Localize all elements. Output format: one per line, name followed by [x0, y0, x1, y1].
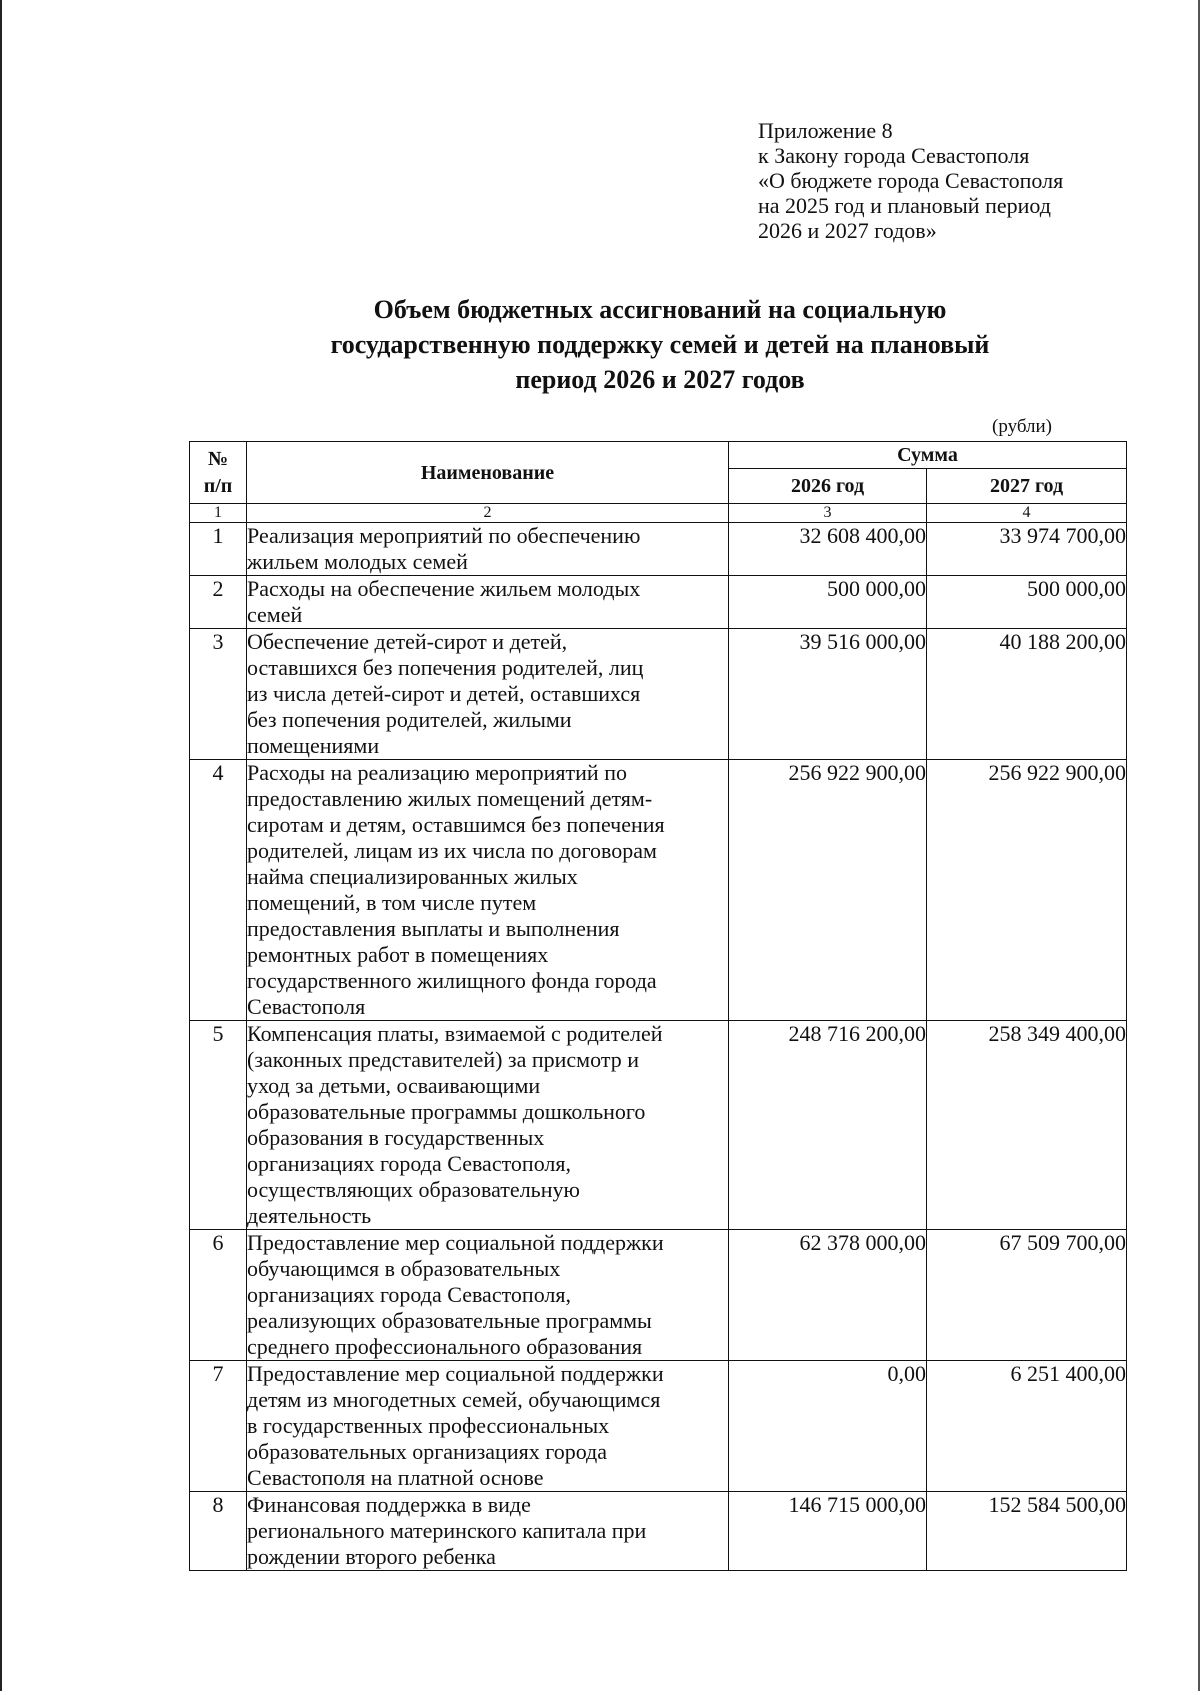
appendix-line: 2026 и 2027 годов» — [758, 218, 937, 243]
row-name-line: в государственных профессиональных — [247, 1413, 610, 1438]
amount-2027: 258 349 400,00 — [927, 1021, 1127, 1230]
row-name-line: оставшихся без попечения родителей, лиц — [247, 655, 644, 680]
row-name-line: семей — [247, 602, 303, 627]
amount-2026: 248 716 200,00 — [729, 1021, 927, 1230]
row-name-line: организациях города Севастополя, — [247, 1151, 571, 1176]
table-row — [190, 1230, 1127, 1361]
row-name-line: (законных представителей) за присмотр и — [247, 1047, 639, 1072]
column-index: 2 — [247, 504, 729, 523]
row-name-line: деятельность — [247, 1203, 372, 1228]
amount-2026: 256 922 900,00 — [729, 760, 927, 1021]
amount-2026: 500 000,00 — [729, 576, 927, 629]
amount-2026: 62 378 000,00 — [729, 1230, 927, 1361]
table-row — [190, 523, 1127, 576]
amount-2027: 500 000,00 — [927, 576, 1127, 629]
row-name-line: родителей, лицам из их числа по договорам — [247, 838, 657, 863]
row-name-line: Севастополя — [247, 994, 366, 1019]
table-row — [190, 760, 1127, 1021]
row-name-line: детям из многодетных семей, обучающимся — [247, 1387, 661, 1412]
row-name — [247, 1021, 729, 1230]
row-name-line: Обеспечение детей-сирот и детей, — [247, 629, 568, 654]
header-number — [190, 442, 247, 504]
row-name-line: образовательные программы дошкольного — [247, 1099, 646, 1124]
row-name-line: Реализация мероприятий по обеспечению — [247, 523, 641, 548]
row-name-line: Расходы на обеспечение жильем молодых — [247, 576, 641, 601]
row-name — [247, 576, 729, 629]
header-number-line1: № — [207, 447, 229, 470]
header-year-2027: 2027 год — [927, 469, 1127, 504]
column-index: 3 — [729, 504, 927, 523]
row-number: 7 — [190, 1361, 247, 1492]
row-name-line: образовательных организациях города — [247, 1439, 608, 1464]
row-name — [247, 629, 729, 760]
table-row — [190, 1361, 1127, 1492]
amount-2027: 67 509 700,00 — [927, 1230, 1127, 1361]
row-name-line: образования в государственных — [247, 1125, 545, 1150]
row-name-line: среднего профессионального образования — [247, 1334, 643, 1359]
header-sum: Сумма — [729, 442, 1127, 469]
row-name-line: предоставлению жилых помещений детям- — [247, 786, 653, 811]
title-line: государственную поддержку семей и детей на плановый — [330, 330, 990, 359]
column-index-row — [190, 504, 1127, 523]
appendix-line: к Закону города Севастополя — [758, 143, 1030, 168]
row-name — [247, 1361, 729, 1492]
units-label: (рубли) — [992, 416, 1052, 437]
appendix-line: Приложение 8 — [758, 118, 893, 143]
row-name-line: найма специализированных жилых — [247, 864, 578, 889]
row-number: 4 — [190, 760, 247, 1021]
amount-2027: 33 974 700,00 — [927, 523, 1127, 576]
table-row — [190, 1492, 1127, 1571]
appendix-note — [758, 118, 1063, 243]
row-name-line: регионального материнского капитала при — [247, 1518, 647, 1543]
row-name-line: рождении второго ребенка — [247, 1544, 496, 1569]
amount-2026: 32 608 400,00 — [729, 523, 927, 576]
row-name-line: помещениями — [247, 733, 380, 758]
row-name — [247, 523, 729, 576]
row-name-line: государственного жилищного фонда города — [247, 968, 657, 993]
header-name: Наименование — [247, 442, 729, 504]
header-year-2026: 2026 год — [729, 469, 927, 504]
row-name-line: жильем молодых семей — [247, 549, 468, 574]
row-name-line: предоставления выплаты и выполнения — [247, 916, 620, 941]
row-name-line: Предоставление мер социальной поддержки — [247, 1230, 664, 1255]
title-line: период 2026 и 2027 годов — [515, 365, 805, 394]
amount-2026: 39 516 000,00 — [729, 629, 927, 760]
row-number: 1 — [190, 523, 247, 576]
row-name-line: реализующих образовательные программы — [247, 1308, 652, 1333]
row-name-line: Севастополя на платной основе — [247, 1465, 544, 1490]
row-name-line: Предоставление мер социальной поддержки — [247, 1361, 664, 1386]
amount-2026: 0,00 — [729, 1361, 927, 1492]
table-row — [190, 629, 1127, 760]
row-number: 6 — [190, 1230, 247, 1361]
row-name-line: уход за детьми, осваивающими — [247, 1073, 541, 1098]
row-name-line: Расходы на реализацию мероприятий по — [247, 760, 627, 785]
row-number: 8 — [190, 1492, 247, 1571]
amount-2027: 256 922 900,00 — [927, 760, 1127, 1021]
row-name-line: помещений, в том числе путем — [247, 890, 537, 915]
document-title — [190, 292, 1130, 397]
amount-2027: 40 188 200,00 — [927, 629, 1127, 760]
column-index: 4 — [927, 504, 1127, 523]
table-header — [190, 442, 1127, 523]
row-name-line: Компенсация платы, взимаемой с родителей — [247, 1021, 663, 1046]
row-name — [247, 1492, 729, 1571]
budget-table — [189, 441, 1127, 1571]
table-row — [190, 1021, 1127, 1230]
header-number-line2: п/п — [203, 474, 233, 497]
amount-2027: 152 584 500,00 — [927, 1492, 1127, 1571]
amount-2027: 6 251 400,00 — [927, 1361, 1127, 1492]
row-name-line: без попечения родителей, жилыми — [247, 707, 572, 732]
row-name — [247, 1230, 729, 1361]
row-number: 3 — [190, 629, 247, 760]
row-number: 5 — [190, 1021, 247, 1230]
row-name-line: осуществляющих образовательную — [247, 1177, 580, 1202]
title-line: Объем бюджетных ассигнований на социальную — [373, 295, 947, 324]
row-name-line: из числа детей-сирот и детей, оставшихся — [247, 681, 641, 706]
row-name-line: обучающимся в образовательных — [247, 1256, 561, 1281]
row-name-line: ремонтных работ в помещениях — [247, 942, 549, 967]
table-row — [190, 576, 1127, 629]
amount-2026: 146 715 000,00 — [729, 1492, 927, 1571]
appendix-line: на 2025 год и плановый период — [758, 193, 1051, 218]
appendix-line: «О бюджете города Севастополя — [758, 168, 1064, 193]
row-name — [247, 760, 729, 1021]
row-name-line: организациях города Севастополя, — [247, 1282, 571, 1307]
table-body — [190, 523, 1127, 1571]
column-index: 1 — [190, 504, 247, 523]
row-number: 2 — [190, 576, 247, 629]
row-name-line: Финансовая поддержка в виде — [247, 1492, 531, 1517]
row-name-line: сиротам и детям, оставшимся без попечения — [247, 812, 665, 837]
